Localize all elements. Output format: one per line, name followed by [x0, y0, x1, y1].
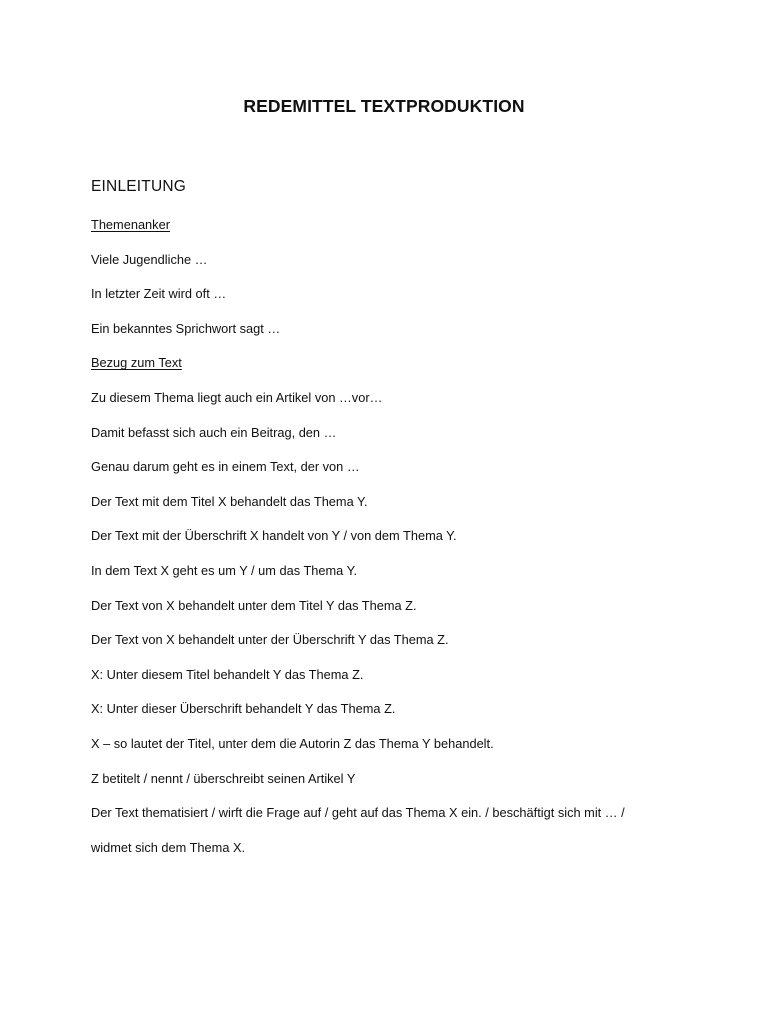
- document-title: REDEMITTEL TEXTPRODUKTION: [243, 96, 525, 116]
- phrase-text: Der Text thematisiert / wirft die Frage auf / geht auf das Thema X ein. / beschäftigt sich mit … /: [91, 805, 625, 821]
- phrase-text: Der Text von X behandelt unter dem Titel Y das Thema Z.: [91, 597, 417, 613]
- phrase-text: Viele Jugendliche …: [91, 251, 208, 267]
- phrase-line: [91, 801, 721, 836]
- phrase-text: Ein bekanntes Sprichwort sagt …: [91, 320, 281, 336]
- phrase-list: [91, 213, 721, 870]
- phrase-text: Zu diesem Thema liegt auch ein Artikel von …vor…: [91, 389, 383, 405]
- phrase-text: X – so lautet der Titel, unter dem die Autorin Z das Thema Y behandelt.: [91, 735, 494, 751]
- phrase-line: [91, 524, 721, 559]
- phrase-text: Der Text mit dem Titel X behandelt das Thema Y.: [91, 493, 368, 509]
- phrase-line: [91, 663, 721, 698]
- phrase-text: X: Unter diesem Titel behandelt Y das Thema Z.: [91, 666, 364, 682]
- phrase-line: [91, 455, 721, 490]
- phrase-line: [91, 594, 721, 629]
- phrase-text: In dem Text X geht es um Y / um das Thema Y.: [91, 562, 358, 578]
- phrase-line: [91, 732, 721, 767]
- phrase-text: widmet sich dem Thema X.: [91, 839, 246, 855]
- phrase-line: [91, 836, 721, 871]
- subheading: [91, 213, 721, 248]
- phrase-line: [91, 767, 721, 802]
- phrase-line: [91, 248, 721, 283]
- phrase-line: [91, 317, 721, 352]
- subheading-text: Themenanker: [91, 217, 170, 232]
- phrase-line: [91, 628, 721, 663]
- phrase-text: Der Text von X behandelt unter der Überschrift Y das Thema Z.: [91, 632, 449, 648]
- phrase-text: Genau darum geht es in einem Text, der von …: [91, 459, 360, 475]
- phrase-text: Der Text mit der Überschrift X handelt von Y / von dem Thema Y.: [91, 528, 457, 544]
- phrase-text: X: Unter dieser Überschrift behandelt Y das Thema Z.: [91, 701, 396, 717]
- phrase-text: Damit befasst sich auch ein Beitrag, den …: [91, 424, 337, 440]
- phrase-line: [91, 490, 721, 525]
- phrase-line: [91, 697, 721, 732]
- section-heading-einleitung: EINLEITUNG: [91, 178, 187, 195]
- subheading: [91, 351, 721, 386]
- phrase-text: Z betitelt / nennt / überschreibt seinen Artikel Y: [91, 770, 356, 786]
- phrase-line: [91, 559, 721, 594]
- phrase-line: [91, 421, 721, 456]
- phrase-line: [91, 282, 721, 317]
- phrase-line: [91, 386, 721, 421]
- subheading-text: Bezug zum Text: [91, 355, 182, 371]
- phrase-text: In letzter Zeit wird oft …: [91, 286, 227, 302]
